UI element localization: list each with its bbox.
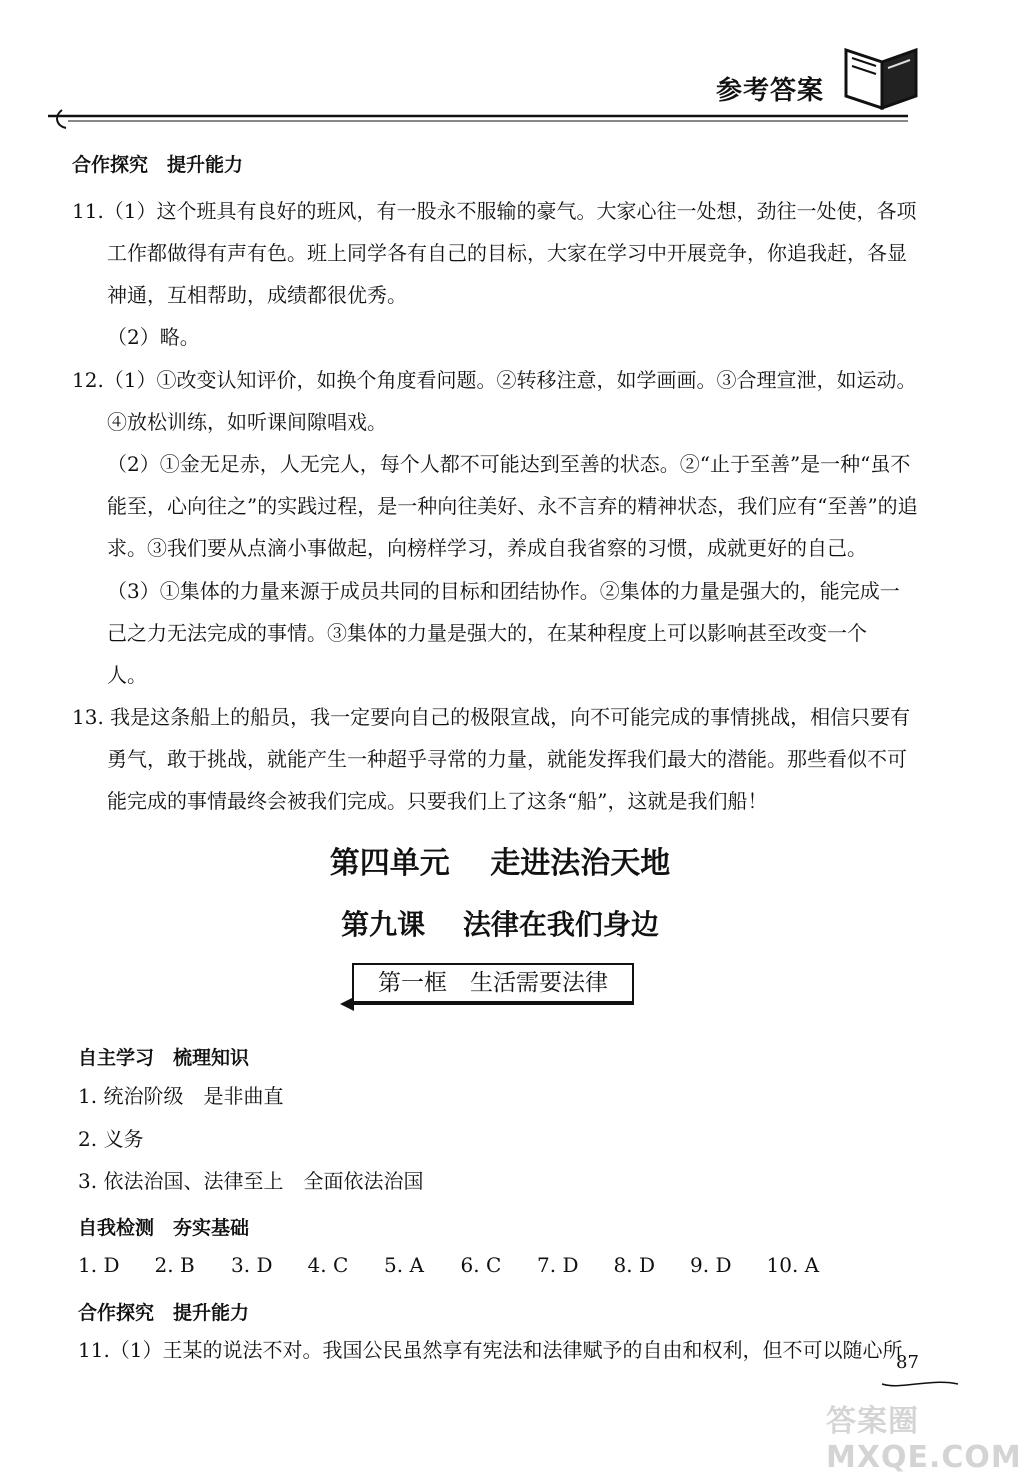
answer-item: 3. D bbox=[231, 1253, 273, 1277]
text-line: 能至，心向往之”的实践过程，是一种向往美好、永不言弃的精神状态，我们应有“至善”的追 bbox=[107, 494, 918, 518]
text-line: （2）略。 bbox=[107, 325, 200, 349]
book-icon bbox=[842, 44, 922, 114]
arrow-left-icon bbox=[338, 996, 638, 1012]
answer-item: 9. D bbox=[690, 1253, 732, 1277]
text-line: （3）①集体的力量来源于成员共同的目标和团结协作。②集体的力量是强大的，能完成一 bbox=[107, 579, 900, 603]
watermark: 答案圈 MXQE.COM bbox=[826, 1404, 1022, 1475]
text-line: 1. 统治阶级 是非曲直 bbox=[78, 1084, 284, 1108]
unit-title: 第四单元 走进法治天地 bbox=[329, 846, 671, 881]
text-line: 己之力无法完成的事情。③集体的力量是强大的，在某种程度上可以影响甚至改变一个 bbox=[107, 621, 867, 645]
section-heading: 合作探究 提升能力 bbox=[78, 1302, 250, 1324]
text-line: 能完成的事情最终会被我们完成。只要我们上了这条“船”，这就是我们船！ bbox=[107, 789, 768, 813]
answer-item: 10. A bbox=[766, 1253, 820, 1277]
text-line: 2. 义务 bbox=[78, 1127, 144, 1151]
text-line: 12.（1）①改变认知评价，如换个角度看问题。②转移注意，如学画画。③合理宣泄，如运动。 bbox=[72, 368, 917, 392]
text-line: 勇气，敢于挑战，就能产生一种超乎寻常的力量，就能发挥我们最大的潜能。那些看似不可 bbox=[107, 747, 907, 771]
answer-item: 8. D bbox=[613, 1253, 655, 1277]
section-heading: 自我检测 夯实基础 bbox=[78, 1217, 250, 1239]
page-number: 87 bbox=[896, 1352, 919, 1373]
text-line: 11.（1）这个班具有良好的班风，有一股永不服输的豪气。大家心往一处想，劲往一处使，各项 bbox=[72, 199, 917, 223]
text-line: 神通，互相帮助，成绩都很优秀。 bbox=[107, 283, 407, 307]
lesson-title: 第九课 法律在我们身边 bbox=[341, 908, 659, 941]
text-line: 3. 依法治国、法律至上 全面依法治国 bbox=[78, 1169, 424, 1193]
section-heading: 合作探究 提升能力 bbox=[72, 154, 244, 176]
text-line: （2）①金无足赤，人无完人，每个人都不可能达到至善的状态。②“止于至善”是一种“虽不 bbox=[107, 452, 911, 476]
answer-item: 1. D bbox=[78, 1253, 120, 1277]
text-line: 13. 我是这条船上的船员，我一定要向自己的极限宣战，向不可能完成的事情挑战，相信只要有 bbox=[72, 705, 911, 729]
page-number-rule bbox=[880, 1380, 960, 1390]
answer-row bbox=[78, 1255, 843, 1275]
text-line: ④放松训练，如听课间隙唱戏。 bbox=[107, 410, 387, 434]
header-title: 参考答案 bbox=[716, 76, 825, 106]
answer-item: 2. B bbox=[154, 1253, 195, 1277]
answer-item: 6. C bbox=[460, 1253, 502, 1277]
header-rule bbox=[48, 108, 928, 132]
answer-item: 7. D bbox=[537, 1253, 579, 1277]
answer-item: 4. C bbox=[307, 1253, 349, 1277]
section-heading: 自主学习 梳理知识 bbox=[78, 1047, 250, 1069]
frame-title-box: 第一框 生活需要法律 bbox=[352, 963, 634, 1003]
text-line: 人。 bbox=[107, 663, 147, 687]
text-line: 工作都做得有声有色。班上同学各有自己的目标，大家在学习中开展竞争，你追我赶，各显 bbox=[107, 241, 907, 265]
answer-item: 5. A bbox=[384, 1253, 424, 1277]
text-line: 11.（1）王某的说法不对。我国公民虽然享有宪法和法律赋予的自由和权利，但不可以随心所 bbox=[78, 1338, 903, 1362]
text-line: 求。③我们要从点滴小事做起，向榜样学习，养成自我省察的习惯，成就更好的自己。 bbox=[107, 536, 867, 560]
